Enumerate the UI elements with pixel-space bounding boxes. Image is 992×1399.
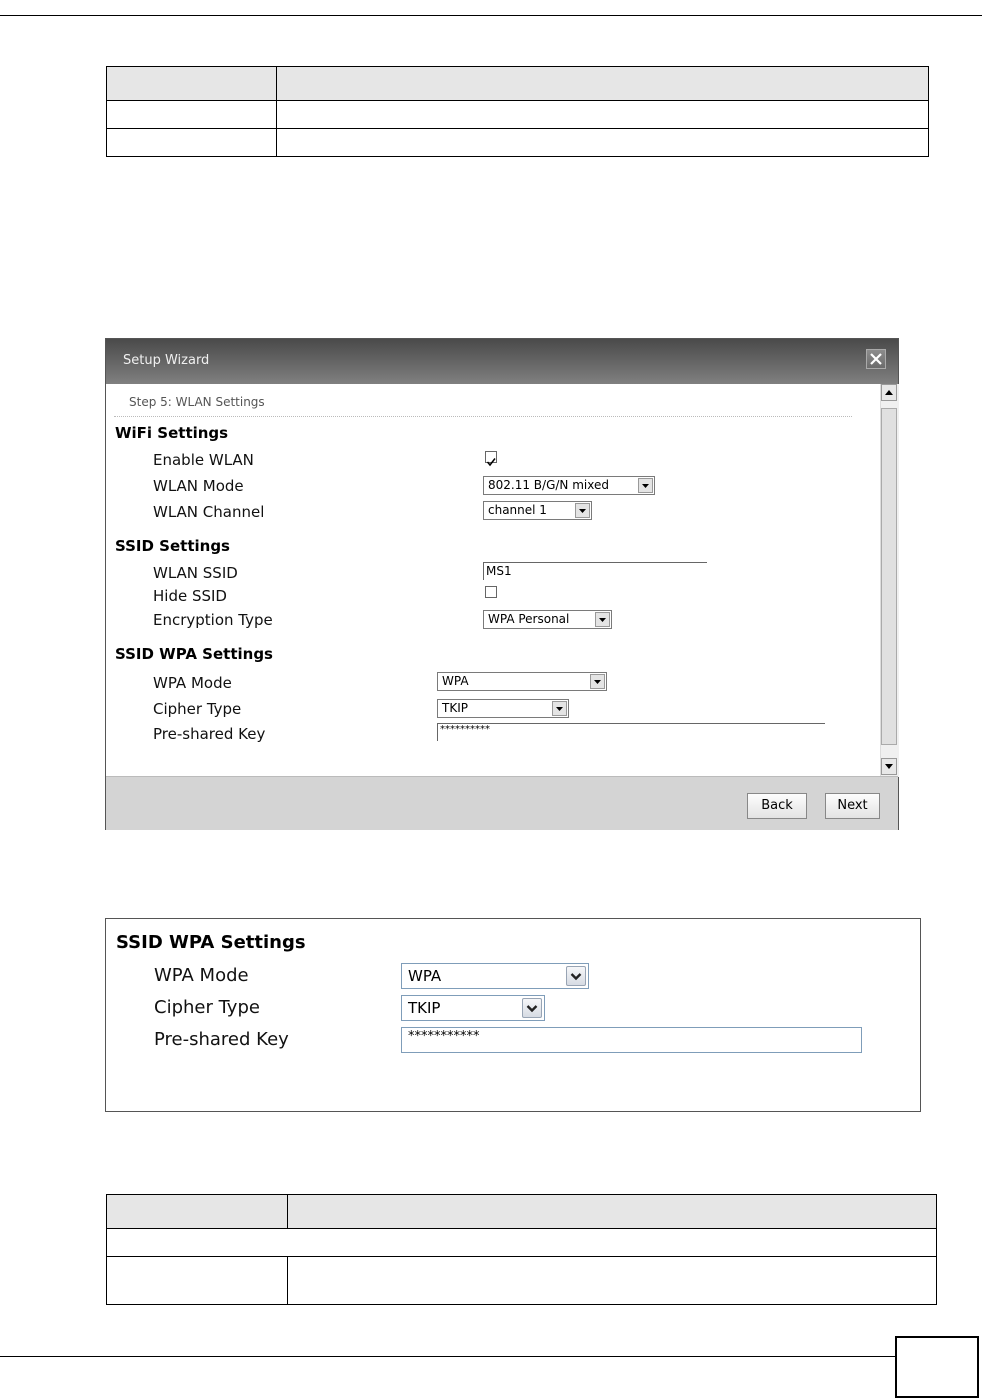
- cipher-type-label: Cipher Type: [153, 700, 242, 718]
- dropdown-arrow-icon: [595, 612, 610, 627]
- arrow-up-icon: [882, 385, 896, 400]
- table-cell: [277, 67, 929, 101]
- ssid-wpa-settings-panel: [105, 918, 921, 1112]
- dropdown-arrow-icon: [638, 478, 653, 493]
- page-number-box: [895, 1336, 979, 1398]
- dropdown-arrow-icon: [552, 701, 567, 716]
- wpa-mode-value: WPA: [442, 674, 469, 688]
- table-cell: [107, 1257, 288, 1305]
- ssid-wpa-settings-heading: SSID WPA Settings: [115, 645, 273, 663]
- ssid-settings-heading: SSID Settings: [115, 537, 230, 555]
- table-cell: [288, 1195, 937, 1229]
- dropdown-arrow-icon: [575, 503, 590, 518]
- close-icon: [867, 350, 885, 368]
- hide-ssid-label: Hide SSID: [153, 587, 227, 605]
- zoom-cipher-type-select[interactable]: [401, 995, 545, 1021]
- table-cell: [277, 129, 929, 157]
- table-cell: [288, 1257, 937, 1305]
- zoom-cipher-type-label: Cipher Type: [154, 997, 260, 1018]
- table-cell: [277, 101, 929, 129]
- zoom-pre-shared-key-label: Pre-shared Key: [154, 1029, 289, 1050]
- pre-shared-key-value: **********: [440, 724, 490, 735]
- table-row: [107, 101, 929, 129]
- footer-rule: [0, 1356, 895, 1357]
- wlan-channel-label: WLAN Channel: [153, 503, 265, 521]
- table-cell: [107, 1195, 288, 1229]
- dropdown-arrow-icon: [590, 674, 605, 689]
- wpa-mode-label: WPA Mode: [153, 674, 232, 692]
- chevron-down-icon: [522, 998, 542, 1018]
- wlan-mode-label: WLAN Mode: [153, 477, 244, 495]
- pre-shared-key-input[interactable]: [437, 723, 825, 741]
- wizard-title-bar: [106, 339, 898, 384]
- wlan-ssid-value: MS1: [486, 564, 512, 578]
- close-button[interactable]: [866, 349, 886, 369]
- table-cell: [107, 1229, 937, 1257]
- wizard-title: Setup Wizard: [123, 353, 210, 368]
- table-cell: [107, 67, 277, 101]
- header-rule: [0, 15, 982, 16]
- wifi-settings-heading: WiFi Settings: [115, 424, 229, 442]
- setup-wizard-window: [105, 338, 899, 830]
- table-row: [107, 1229, 937, 1257]
- table-row: [107, 1257, 937, 1305]
- cipher-type-select[interactable]: [437, 699, 569, 718]
- scroll-up-button[interactable]: [881, 384, 897, 401]
- table-header-row: [107, 1195, 937, 1229]
- wlan-mode-select[interactable]: [483, 476, 655, 495]
- bottom-table: [106, 1194, 937, 1305]
- table-header-row: [107, 67, 929, 101]
- back-button[interactable]: Back: [747, 793, 807, 819]
- zoom-wpa-mode-select[interactable]: [401, 963, 589, 989]
- zoom-wpa-heading: SSID WPA Settings: [116, 932, 306, 953]
- zoom-pre-shared-key-value: ***********: [408, 1029, 480, 1044]
- arrow-down-icon: [882, 759, 896, 774]
- scrollbar-thumb[interactable]: [881, 408, 897, 745]
- zoom-pre-shared-key-input[interactable]: [401, 1027, 862, 1053]
- table-cell: [107, 129, 277, 157]
- encryption-type-value: WPA Personal: [488, 612, 570, 626]
- wlan-channel-value: channel 1: [488, 503, 547, 517]
- wlan-channel-select[interactable]: [483, 501, 592, 520]
- table-cell: [107, 101, 277, 129]
- wlan-ssid-label: WLAN SSID: [153, 564, 238, 582]
- wpa-mode-select[interactable]: [437, 672, 607, 691]
- chevron-down-icon: [566, 966, 586, 986]
- cipher-type-value: TKIP: [442, 701, 468, 715]
- encryption-type-select[interactable]: [483, 610, 612, 629]
- check-icon: [486, 457, 496, 467]
- step-divider: [114, 416, 852, 417]
- zoom-wpa-mode-value: WPA: [408, 967, 442, 985]
- enable-wlan-checkbox[interactable]: [485, 451, 497, 463]
- zoom-cipher-type-value: TKIP: [408, 999, 441, 1017]
- scroll-down-button[interactable]: [881, 758, 897, 775]
- table-row: [107, 129, 929, 157]
- wlan-ssid-input[interactable]: [483, 562, 707, 580]
- wlan-mode-value: 802.11 B/G/N mixed: [488, 478, 609, 492]
- next-button[interactable]: Next: [825, 793, 880, 819]
- enable-wlan-label: Enable WLAN: [153, 451, 254, 469]
- wizard-footer: [106, 776, 898, 830]
- encryption-type-label: Encryption Type: [153, 611, 273, 629]
- wizard-step-title: Step 5: WLAN Settings: [129, 395, 265, 409]
- pre-shared-key-label: Pre-shared Key: [153, 725, 266, 743]
- zoom-wpa-mode-label: WPA Mode: [154, 965, 249, 986]
- top-table: [106, 66, 929, 157]
- hide-ssid-checkbox[interactable]: [485, 586, 497, 598]
